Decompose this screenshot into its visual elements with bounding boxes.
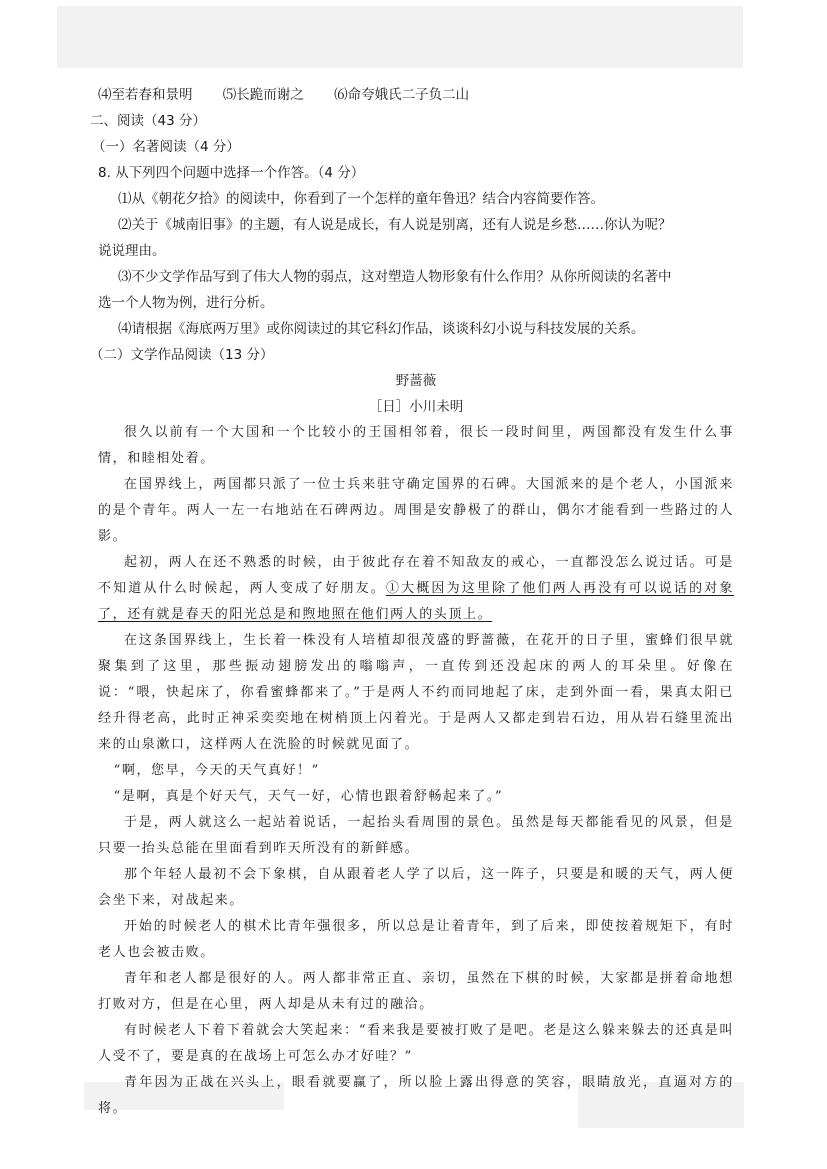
story-dialogue-1: “啊，您早，今天的天气真好！” — [113, 763, 320, 778]
story-paragraph-12: 青年因为正战在兴头上，眼看就要赢了，所以脸上露出得意的笑容，眼睛放光，直逼对方的将。 — [98, 1075, 734, 1116]
option-6: ⑹命夸娥氏二子负二山 — [334, 87, 470, 103]
question-8-item-2-cont: 说说理由。 — [98, 243, 166, 259]
story-paragraph-1: 很久以前有一个大国和一个比较小的王国相邻着，很长一段时间里，两国都没有发生什么事情，和睦相处着。 — [98, 425, 734, 466]
option-4: ⑷至若春和景明 — [98, 87, 193, 103]
part1-heading: （一）名著阅读（4 分） — [92, 139, 240, 155]
part2-heading: （二）文学作品阅读（13 分） — [90, 347, 274, 363]
question-8-item-1: ⑴从《朝花夕拾》的阅读中，你看到了一个怎样的童年鲁迅？结合内容简要作答。 — [118, 191, 604, 207]
story-paragraph-11: 有时候老人下着下着就会大笑起来：“看来我是要被打败了是吧。老是这么躲来躲去的还真是叫人受不了，要是真的在战场上可怎么办才好哇？” — [98, 1023, 734, 1064]
story-paragraph-3-text: 起初，两人在还不熟悉的时候，由于彼此存在着不知敌友的戒心，一直都没怎么说过话。可是不知道从什么时候起，两人变成了好朋友。 — [98, 555, 734, 596]
story-paragraph-10: 青年和老人都是很好的人。两人都非常正直、亲切，虽然在下棋的时候，大家都是拼着命地想打败对方，但是在心里，两人却是从未有过的融洽。 — [98, 971, 734, 1012]
question-8-item-2: ⑵关于《城南旧事》的主题，有人说是成长，有人说是别离，还有人说是乡愁……你认为呢？ — [118, 217, 672, 233]
option-5: ⑸长跪而谢之 — [222, 87, 304, 103]
underlined-sentence-1: ①大概因为这里除了他们两人再没有可以说话的对象了，还有就是春天的阳光总是和煦地照在他们两人的头顶上。 — [98, 581, 734, 622]
story-paragraph-4: 在这条国界线上，生长着一株没有人培植却很茂盛的野蔷薇，在花开的日子里，蜜蜂们很早就聚集到了这里，那些振动翅膀发出的嗡嗡声，一直传到还没起床的两人的耳朵里。好像在说：“喂，快起床了，你看蜜蜂都来了。”于是两人不约而同地起了床，走到外面一看，果真太阳已经升得老高，此时正神采奕奕地在树梢顶上闪着光。于是两人又都走到岩石边，用从岩石缝里流出来的山泉漱口，这样两人在洗脸的时候就见面了。 — [98, 633, 734, 752]
question-8-item-3: ⑶不少文学作品写到了伟大人物的弱点，这对塑造人物形象有什么作用？从你所阅读的名著中 — [118, 269, 672, 285]
story-paragraph-3 — [98, 550, 734, 628]
exam-page — [90, 82, 734, 1122]
story-title: 野蔷薇 — [395, 373, 437, 389]
story-dialogue-2: “是啊，真是个好天气，天气一好，心情也跟着舒畅起来了。” — [113, 789, 504, 804]
scan-smudge-top — [57, 6, 743, 68]
story-paragraph-2: 在国界线上，两国都只派了一位士兵来驻守确定国界的石碑。大国派来的是个老人，小国派来的是个青年。两人一左一右地站在石碑两边。周围是安静极了的群山，偶尔才能看到一些路过的人影。 — [98, 477, 734, 544]
story-paragraph-8: 那个年轻人最初不会下象棋，自从跟着老人学了以后，这一阵子，只要是和暖的天气，两人便会坐下来，对战起来。 — [98, 867, 734, 908]
question-8-item-4: ⑷请根据《海底两万里》或你阅读过的其它科幻作品，谈谈科幻小说与科技发展的关系。 — [118, 321, 645, 337]
story-author: ［日］小川未明 — [368, 399, 464, 415]
section-reading-heading: 二、阅读（43 分） — [90, 113, 206, 129]
question-8-stem: 8. 从下列四个问题中选择一个作答。（4 分） — [98, 165, 365, 181]
classical-options-line — [98, 82, 734, 108]
story-paragraph-9: 开始的时候老人的棋术比青年强很多，所以总是让着青年，到了后来，即使按着规矩下，有时老人也会被击败。 — [98, 919, 734, 960]
question-8-item-3-cont: 选一个人物为例，进行分析。 — [98, 295, 274, 311]
story-paragraph-7: 于是，两人就这么一起站着说话，一起抬头看周围的景色。虽然是每天都能看见的风景，但是只要一抬头总能在里面看到昨天所没有的新鲜感。 — [98, 815, 734, 856]
